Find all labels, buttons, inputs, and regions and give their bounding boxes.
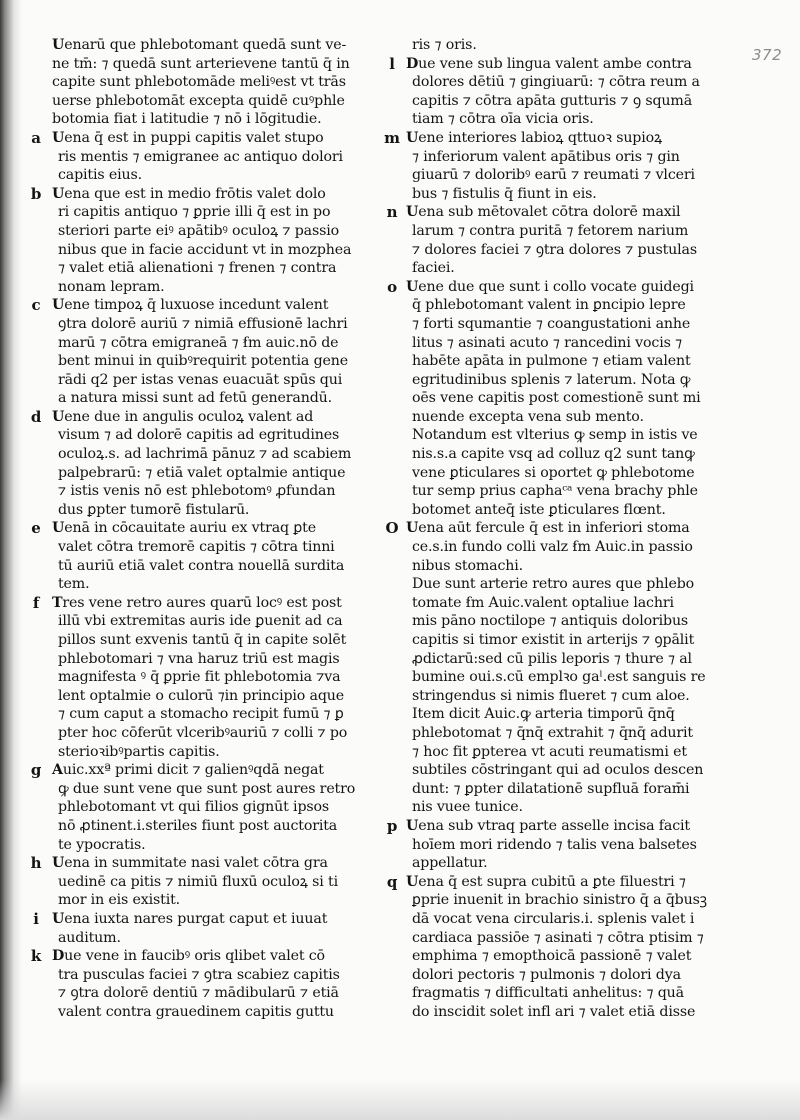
line-text: phlebotomari ⁊ vna haruz triū est magis	[58, 650, 340, 667]
text-line	[406, 408, 744, 427]
text-line	[406, 426, 744, 445]
text-line	[52, 426, 392, 445]
text-line	[406, 148, 744, 167]
line-text: mor in eis existit.	[58, 892, 181, 909]
line-text: capitis ⁊ cōtra apāta gutturis ⁊ ꝯ squmā	[412, 92, 693, 109]
line-text: ꝑprie inuenit in brachio sinistro q̄ a q̄busꝫ	[412, 892, 707, 909]
text-line	[30, 407, 392, 427]
section-marker: o	[387, 277, 397, 296]
text-line	[384, 128, 744, 148]
line-text: palpebrarū: ⁊ etiā valet optalmie antique	[58, 464, 346, 481]
text-line	[52, 222, 392, 241]
text-line	[52, 166, 392, 185]
text-line	[406, 780, 744, 799]
text-line	[406, 575, 744, 594]
text-line	[52, 315, 392, 334]
text-line	[406, 241, 744, 260]
line-text: lent optalmie o culorū ⁊in principio aque	[58, 687, 344, 704]
line-text: nibus stomachi.	[412, 557, 524, 574]
line-text: tomate ẜm Auic.valent optaliue lachri	[412, 594, 674, 611]
text-line	[406, 594, 744, 613]
text-line	[52, 836, 392, 855]
text-line	[406, 1003, 744, 1022]
line-text: a natura missi sunt ad fetū generandū.	[58, 390, 332, 407]
line-text: Due vene in faucibꝰ oris qlibet valet cō	[52, 948, 325, 965]
line-text: Uena que est in medio frōtis valet dolo	[52, 185, 326, 202]
line-text: do inscidit solet infl ari ⁊ valet etiā disse	[412, 1003, 696, 1020]
text-line	[406, 687, 744, 706]
folio-number: 372	[752, 46, 783, 64]
line-text: Uena aūt fercule q̄ est in inferiori stoma	[406, 520, 690, 537]
text-line	[406, 501, 744, 520]
line-text: capite sunt phlebotomāde meliꝰest vt trās	[52, 74, 346, 91]
line-text: tiam ⁊ cōtra oīa vicia oris.	[412, 111, 594, 128]
line-text: illū vbi extremitas auris ide ꝑuenit ad ca	[58, 613, 343, 630]
text-line	[52, 817, 392, 836]
text-line	[406, 761, 744, 780]
line-text: Notandum est vlterius ꝙ semp in istis ve	[412, 427, 698, 444]
line-text: dolores dētiū ⁊ gingiuarū: ⁊ cōtra reum a	[412, 74, 700, 91]
text-line	[386, 203, 744, 222]
section-marker: k	[30, 947, 42, 966]
text-line	[52, 55, 392, 74]
line-text: valent contra grauedinem capitis guttu	[58, 1003, 334, 1020]
line-text: dā vocat vena circularis.i. splenis valet i	[412, 910, 695, 927]
text-line	[52, 687, 392, 706]
section-marker: e	[31, 519, 41, 538]
section-marker: b	[30, 184, 42, 203]
line-text: Due sunt arterie retro aures que phlebo	[412, 576, 695, 593]
text-line	[406, 612, 744, 631]
text-line	[406, 36, 744, 55]
text-line	[52, 612, 392, 631]
text-line	[406, 315, 744, 334]
line-text: Auic.xxª primi dicit ⁊ galienꝰqdā negat	[52, 762, 324, 779]
text-line	[406, 352, 744, 371]
line-text: ꝙ due sunt vene que sunt post aures retro	[58, 780, 356, 797]
section-marker: O	[385, 519, 399, 538]
text-line	[386, 872, 744, 892]
line-text: phlebotomant vt qui filios gignūt ipsos	[58, 799, 330, 816]
line-text: steriori parte eiꝰ apātibꝰ oculoꝝ ⁊ passio	[58, 222, 340, 239]
line-text: ⁊ hoc fit ꝑpterea vt acuti reumatismi et	[412, 743, 687, 760]
line-text: Uene due in angulis oculoꝝ valent ad	[52, 408, 314, 425]
line-text: appellatur.	[412, 855, 488, 872]
line-text: tem.	[58, 576, 90, 593]
text-line	[406, 966, 744, 985]
line-text: cardiaca passiōe ⁊ asinati ⁊ cōtra ptisim ⁊	[412, 929, 704, 946]
text-line	[406, 984, 744, 1003]
text-line	[31, 296, 392, 315]
line-text: uedinē ca pitis ⁊ nimiū fluxū oculoꝝ si ti	[58, 873, 338, 890]
text-line	[33, 909, 392, 929]
line-text: larum ⁊ contra puritā ⁊ fetorem narium	[412, 222, 689, 239]
text-line	[52, 352, 392, 371]
text-line	[52, 1003, 392, 1022]
text-line	[406, 557, 744, 576]
line-text: Uene interiores labioꝝ qttuoꝛ supioꝝ	[406, 129, 663, 146]
line-text: dunt: ⁊ ꝑpter dilatationē supfluā foram̄i	[412, 780, 690, 797]
text-line	[387, 277, 744, 297]
text-line	[52, 334, 392, 353]
line-text: marū ⁊ cōtra emigraneā ⁊ ẜm auic.nō de	[58, 334, 339, 351]
line-text: Due vene sub lingua valent ambe contra	[406, 55, 692, 72]
line-text: valet cōtra tremorē capitis ⁊ cōtra tinni	[58, 539, 335, 556]
text-line	[406, 836, 744, 855]
section-marker: p	[386, 816, 398, 835]
text-line	[52, 873, 392, 892]
text-line	[389, 54, 744, 74]
text-line	[52, 501, 392, 520]
line-text: fragmatis ⁊ difficultati anhelitus: ⁊ quā	[412, 985, 684, 1002]
line-text: Uena sub vtraq parte asselle incisa facit	[406, 817, 690, 834]
text-line	[52, 259, 392, 278]
text-line	[406, 910, 744, 929]
line-text: te ypocratis.	[58, 836, 146, 853]
section-marker: g	[30, 761, 42, 780]
line-text: vene ꝑticulares si oportet ꝙ phlebotome	[412, 464, 695, 481]
line-text: uerse phlebotomāt excepta quidē cuꝰphle	[52, 92, 345, 109]
line-text: ⁊ dolores faciei ⁊ ꝯtra dolores ⁊ pustulas	[412, 241, 697, 258]
line-text: subtiles cōstringant qui ad oculos descen	[412, 762, 704, 779]
text-line	[406, 259, 744, 278]
text-line	[52, 482, 392, 501]
line-text: nis vuee tunice.	[412, 799, 523, 816]
line-text: Tres vene retro aures quarū locꝰ est post	[52, 594, 342, 611]
line-text: visum ⁊ ad dolorē capitis ad egritudines	[58, 427, 340, 444]
line-text: nonam lepram.	[58, 278, 165, 295]
line-text: Uena sub mētovalet cōtra dolorē maxil	[406, 204, 681, 221]
text-line	[406, 185, 744, 204]
text-line	[52, 966, 392, 985]
text-line	[52, 203, 392, 222]
section-marker: q	[386, 872, 398, 891]
text-line	[30, 947, 392, 966]
text-line	[406, 668, 744, 687]
text-line	[52, 241, 392, 260]
text-line	[52, 148, 392, 167]
line-text: bent minui in quibꝰrequirit potentia gene	[58, 353, 348, 370]
line-text: oculoꝝ.s. ad lachrimā pānuz ⁊ ad scabiem	[58, 446, 352, 463]
line-text: Uenarū que phlebotomant quedā sunt ve-	[52, 37, 347, 53]
text-line	[52, 743, 392, 762]
text-line	[52, 575, 392, 594]
text-line	[30, 854, 392, 873]
line-text: Uena iuxta nares purgat caput et iuuat	[52, 910, 328, 927]
line-text: tū auriū etiā valet contra nouellā surdita	[58, 557, 345, 574]
text-line	[406, 947, 744, 966]
line-text: botomia fiat i latitudie ⁊ nō i lōgitudie.	[52, 111, 322, 128]
text-line	[52, 36, 392, 55]
line-text: Uena q̄ est supra cubitū a ꝑte filuestri ⁊	[406, 873, 686, 890]
line-text: ⁊ istis venis nō est phlebotomꝰ ꝓfundan	[58, 483, 336, 500]
text-line	[406, 482, 744, 501]
line-text: litus ⁊ asinati acuto ⁊ rancedini vocis ⁊	[412, 334, 683, 351]
text-line	[406, 798, 744, 817]
line-text: stringendus si nimis flueret ⁊ cum aloe.	[412, 687, 690, 704]
line-text: dolori pectoris ⁊ pulmonis ⁊ dolori dya	[412, 966, 681, 983]
text-line	[52, 464, 392, 483]
text-line	[30, 761, 392, 780]
line-text: ⁊ ꝯtra dolorē dentiū ⁊ mādibularū ⁊ etiā	[58, 985, 339, 1002]
text-line	[406, 538, 744, 557]
text-line	[406, 650, 744, 669]
text-line	[406, 705, 744, 724]
text-line	[52, 798, 392, 817]
text-line	[406, 631, 744, 650]
line-text: ri capitis antiquo ⁊ ꝑprie illi q̄ est in po	[58, 204, 331, 221]
text-line	[406, 92, 744, 111]
line-text: nuende excepta vena sub mento.	[412, 408, 644, 425]
line-text: ⁊ cum caput a stomacho recipit fumū ⁊ ꝑ	[58, 706, 344, 723]
line-text: egritudinibus splenis ⁊ laterum. Nota ꝙ	[412, 371, 691, 388]
line-text: phlebotomat ⁊ q̄nq̄ extrahit ⁊ q̄nq̄ adurit	[412, 724, 693, 741]
line-text: nō ꝓtinent.i.steriles fiunt post auctorita	[58, 817, 338, 834]
text-line	[406, 854, 744, 873]
text-line	[406, 371, 744, 390]
text-line	[406, 222, 744, 241]
text-line	[406, 73, 744, 92]
line-text: pter hoc cōferūt vlceribꝰauriū ⁊ colli ⁊ po	[58, 724, 348, 741]
text-line	[52, 631, 392, 650]
line-text: habēte apāta in pulmone ⁊ etiam valent	[412, 353, 691, 370]
text-line	[31, 128, 392, 148]
text-line	[385, 519, 744, 538]
text-line	[52, 538, 392, 557]
text-line	[52, 984, 392, 1003]
text-line	[406, 389, 744, 408]
line-text: ꝯtra dolorē auriū ⁊ nimiā effusionē lachri	[58, 315, 348, 332]
section-marker: c	[31, 296, 41, 315]
line-text: tra pusculas faciei ⁊ ꝯtra scabiez capitis	[58, 966, 340, 983]
line-text: pillos sunt exvenis tantū q̄ in capite solēt	[58, 632, 347, 648]
section-marker: h	[30, 854, 42, 873]
line-text: botomet anteq̄ iste ꝑticulares flœnt.	[412, 501, 666, 518]
line-text: ⁊ inferiorum valent apātibus oris ⁊ gin	[412, 148, 680, 165]
line-text: auditum.	[58, 929, 121, 946]
text-line	[52, 73, 392, 92]
text-line	[406, 464, 744, 483]
line-text: sterioꝛibꝰpartis capitis.	[58, 743, 220, 760]
line-text: giuarū ⁊ doloribꝰ earū ⁊ reumati ⁊ vlceri	[412, 167, 695, 184]
text-line	[52, 650, 392, 669]
line-text: bus ⁊ fistulis q̄ fiunt in eis.	[412, 185, 597, 202]
line-text: Uena in summitate nasi valet cōtra gra	[52, 855, 328, 872]
line-text: Uene timpoꝝ q̄ luxuose incedunt valent	[52, 297, 329, 314]
line-text: ce.s.in fundo colli valz ẜm Auic.in passio	[412, 539, 693, 556]
line-text: ris ⁊ oris.	[412, 37, 477, 53]
text-line	[30, 184, 392, 204]
text-line	[52, 445, 392, 464]
line-text: ꝓdictarū:sed cū pilis leporis ⁊ thure ⁊ al	[412, 650, 692, 667]
line-text: hoīem mori ridendo ⁊ talis vena balsetes	[412, 836, 697, 853]
page-bottom-shade	[0, 1080, 800, 1120]
text-line	[52, 891, 392, 910]
section-marker: i	[33, 909, 39, 928]
text-line	[52, 929, 392, 948]
section-marker: f	[32, 593, 40, 612]
line-text: dus ꝑpter tumorē fistularū.	[58, 501, 250, 518]
text-line	[31, 519, 392, 538]
text-line	[52, 110, 392, 129]
text-line	[406, 724, 744, 743]
text-line	[52, 724, 392, 743]
line-text: magnifesta ꝰ q̄ ꝑprie fit phlebotomia ⁊va	[58, 669, 341, 686]
text-line	[52, 92, 392, 111]
text-line	[406, 929, 744, 948]
line-text: ne tm̄: ⁊ quedā sunt arterievene tantū q̄ in	[52, 55, 350, 72]
line-text: capitis si timor existit in arterijs ⁊ ꝯpālit	[412, 632, 695, 648]
line-text: emphima ⁊ emopthoicā passionē ⁊ valet	[412, 948, 692, 965]
line-text: mis pāno noctilope ⁊ antiquis doloribus	[412, 613, 689, 630]
line-text: bumine oui.s.cū emplꝛo gaˡ.est sanguis re	[412, 669, 706, 686]
text-line	[406, 334, 744, 353]
text-line	[52, 705, 392, 724]
section-marker: n	[386, 203, 398, 222]
text-line	[52, 780, 392, 799]
text-line	[386, 816, 744, 836]
text-line	[52, 278, 392, 297]
line-text: ⁊ forti squmantie ⁊ coangustationi anhe	[412, 315, 691, 332]
left-text-column	[30, 36, 392, 1021]
text-line	[52, 557, 392, 576]
section-marker: l	[389, 54, 395, 73]
text-line	[406, 891, 744, 910]
section-marker: a	[31, 128, 41, 147]
line-text: rādi q2 per istas venas euacuāt spūs qui	[58, 371, 343, 388]
text-line	[406, 743, 744, 762]
text-line	[52, 389, 392, 408]
line-text: capitis eius.	[58, 167, 142, 184]
line-text: tur semp prius caphaᶜᵃ vena brachy phle	[412, 483, 698, 500]
text-line	[406, 445, 744, 464]
line-text: Uene due que sunt i collo vocate guidegi	[406, 278, 694, 295]
line-text: Uena q̄ est in puppi capitis valet stupo	[52, 129, 324, 146]
line-text: Uenā in cōcauitate auriu ex vtraq ꝑte	[52, 520, 316, 537]
section-marker: d	[30, 407, 42, 426]
line-text: Item dicit Auic.ꝙ arteria timporū q̄nq̄	[412, 706, 675, 723]
line-text: nis.s.a capite vsq ad colluz q2 sunt tanꝙ	[412, 446, 695, 463]
text-line	[32, 593, 392, 613]
line-text: ⁊ valet etiā alienationi ⁊ frenen ⁊ contra	[58, 260, 337, 277]
text-line	[406, 110, 744, 129]
text-line	[406, 296, 744, 315]
line-text: oēs vene capitis post comestionē sunt mi	[412, 390, 701, 407]
line-text: faciei.	[412, 260, 455, 277]
section-marker: m	[384, 128, 400, 147]
right-text-column	[384, 36, 744, 1021]
line-text: nibus que in facie accidunt vt in mozphea	[58, 241, 352, 258]
line-text: q̄ phlebotomant valent in ꝑncipio lepre	[412, 297, 686, 314]
text-line	[52, 668, 392, 687]
binding-shadow	[0, 0, 22, 1120]
text-line	[406, 166, 744, 185]
line-text: ris mentis ⁊ emigranee ac antiquo dolori	[58, 148, 343, 165]
text-line	[52, 371, 392, 390]
